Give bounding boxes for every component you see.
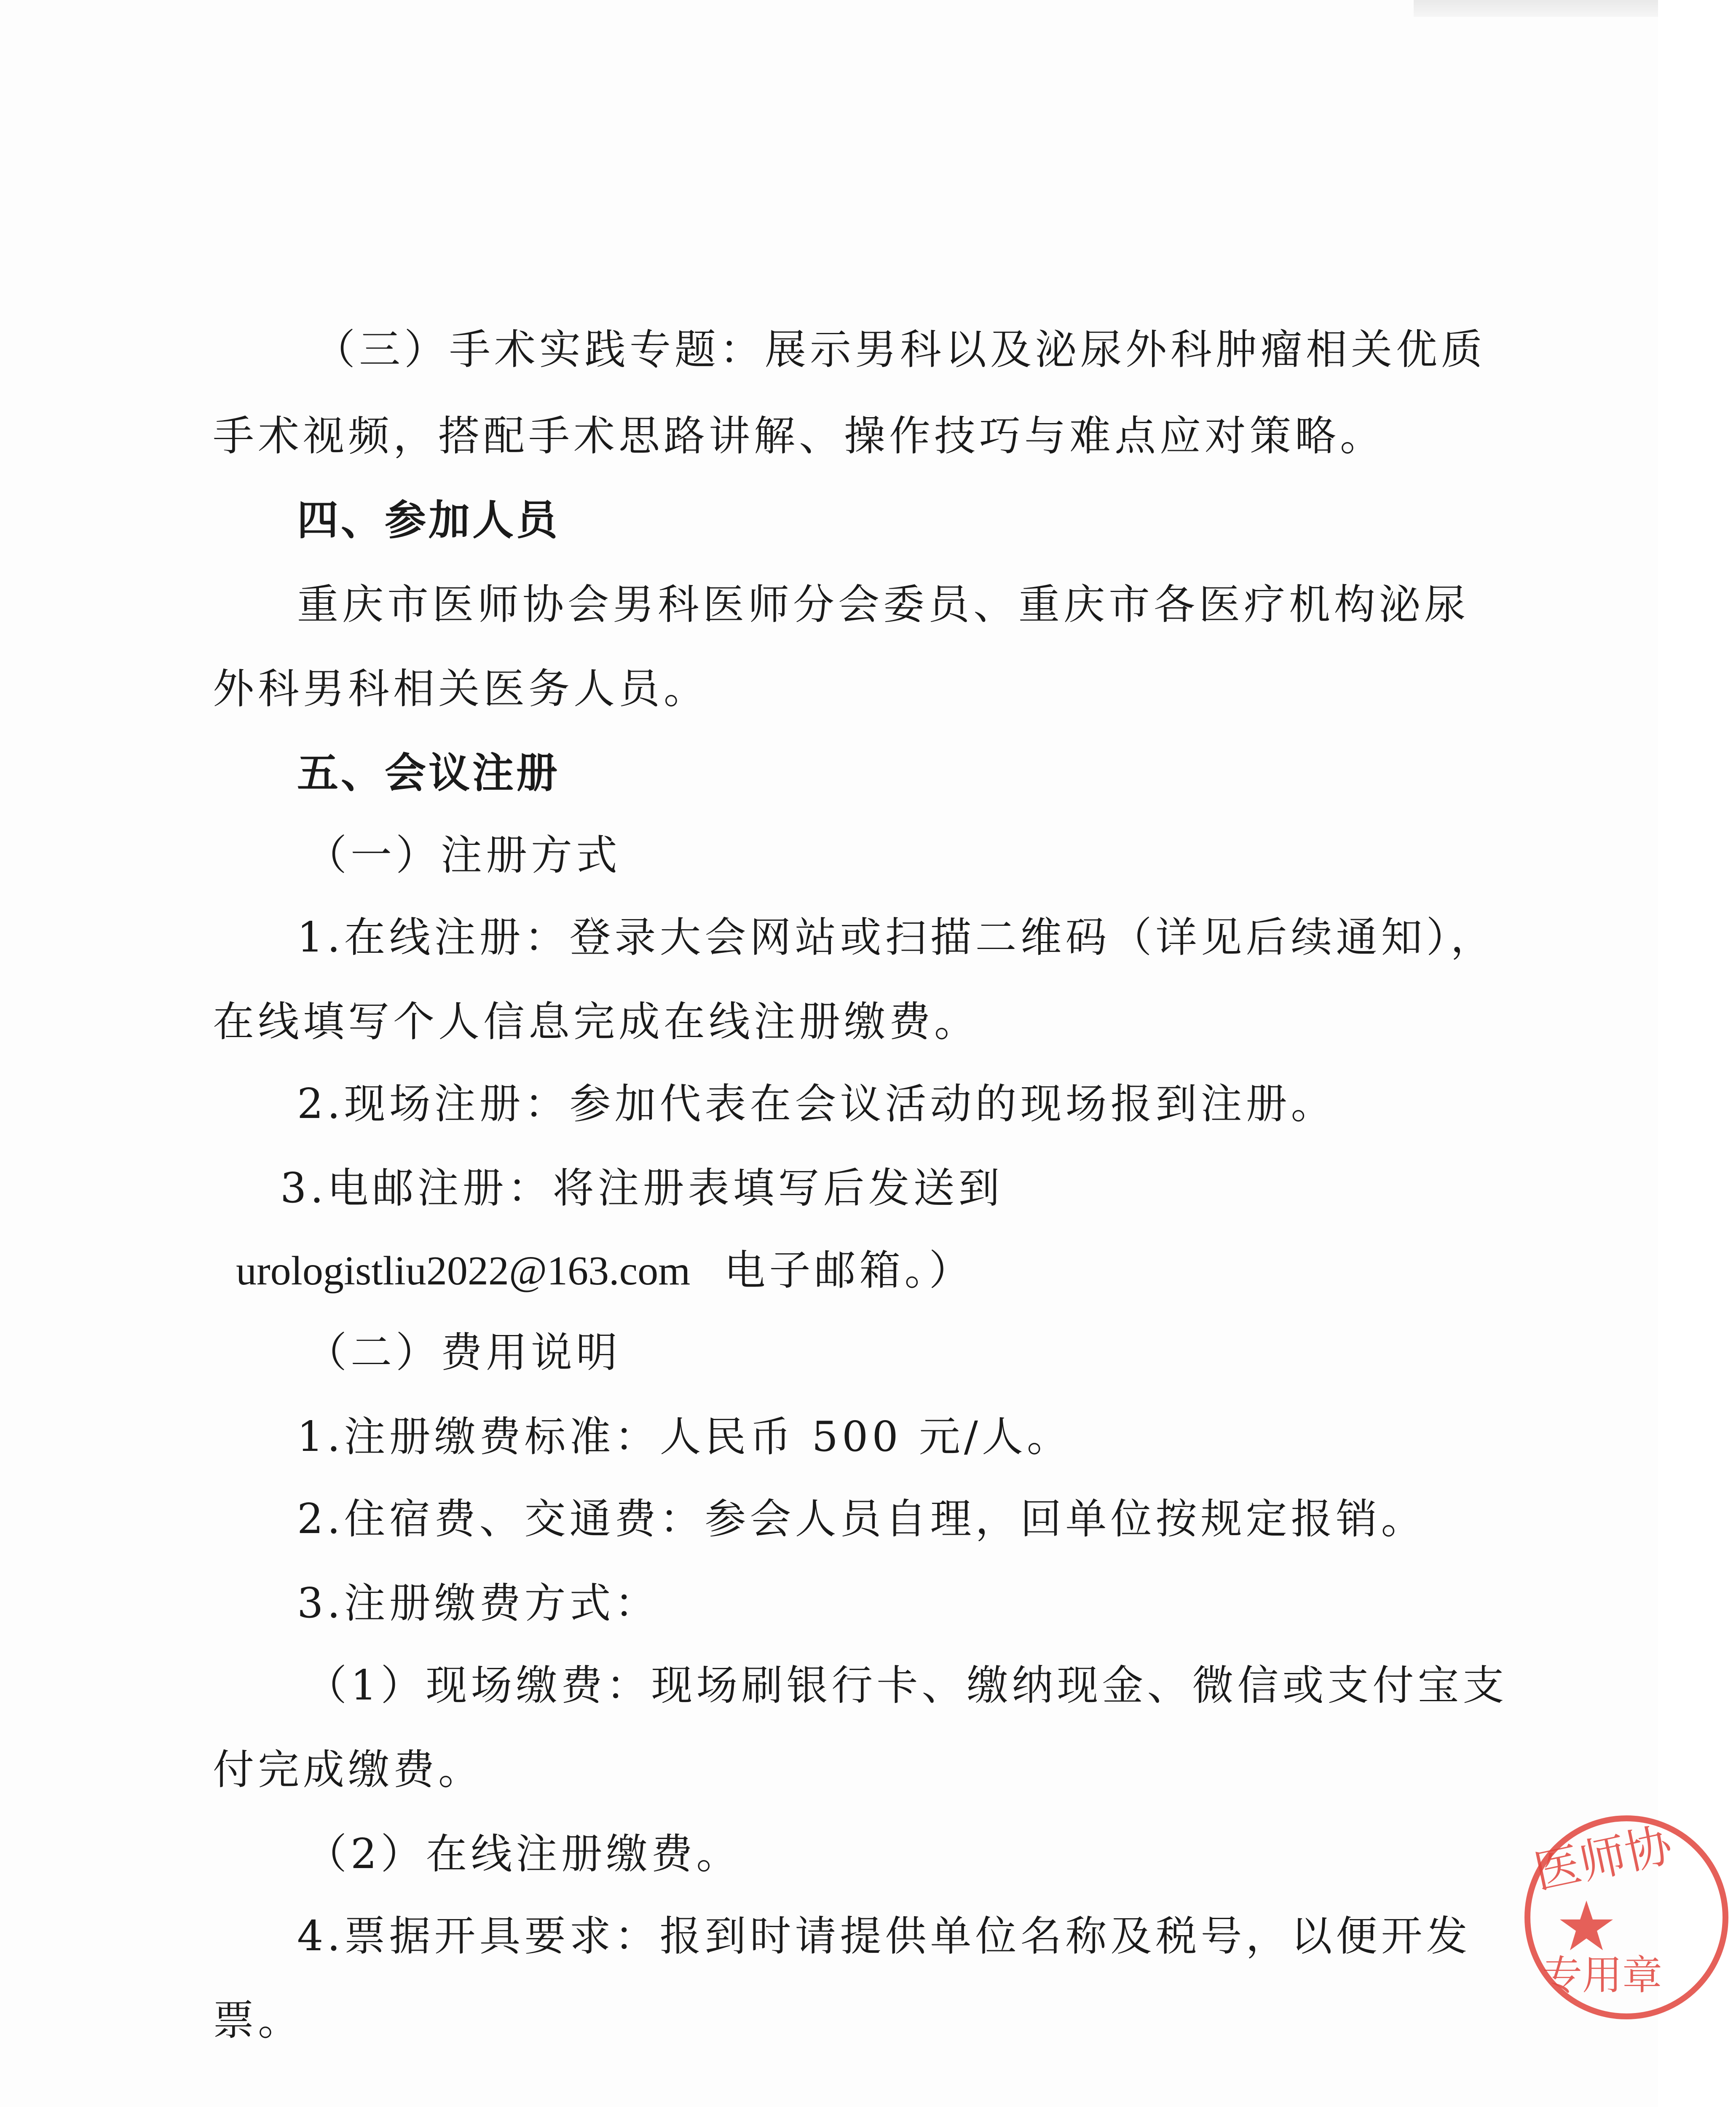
paragraph-participants-cont: 外科男科相关医务人员。: [213, 665, 709, 713]
paragraph-email-registration: 3.电邮注册：将注册表填写后发送到: [280, 1164, 1004, 1212]
subheading-fee-description: （二）费用说明: [305, 1329, 622, 1377]
paragraph-surgery-topic: （三）手术实践专题：展示男科以及泌尿外科肿瘤相关优质: [314, 326, 1487, 374]
paragraph-participants: 重庆市医师协会男科医师分会委员、重庆市各医疗机构泌尿: [297, 581, 1470, 629]
subheading-registration-methods: （一）注册方式: [305, 831, 622, 879]
section-heading-registration: 五、会议注册: [297, 749, 560, 797]
email-address: urologistliu2022@163.com: [236, 1248, 691, 1294]
paragraph-online-registration: 1.在线注册：登录大会网站或扫描二维码（详见后续通知），: [297, 914, 1496, 962]
stamp-text-bottom: 专用章: [1542, 1952, 1663, 1999]
section-heading-participants: 四、参加人员: [297, 496, 560, 544]
paragraph-invoice-cont: 票。: [213, 1997, 303, 2045]
paragraph-email-address-line: [236, 1243, 974, 1298]
paragraph-onsite-payment-cont: 付完成缴费。: [213, 1746, 484, 1794]
star-icon: [1560, 1901, 1613, 1950]
paragraph-onsite-payment: （1）现场缴费：现场刷银行卡、缴纳现金、微信或支付宝支: [305, 1662, 1508, 1710]
email-suffix: 电子邮箱。）: [724, 1247, 974, 1295]
paragraph-accommodation: 2.住宿费、交通费：参会人员自理，回单位按规定报销。: [297, 1495, 1426, 1543]
red-seal-stamp: [1517, 1808, 1736, 2027]
paragraph-fee-standard: 1.注册缴费标准：人民币 500 元/人。: [297, 1413, 1072, 1461]
paragraph-payment-methods: 3.注册缴费方式：: [297, 1579, 660, 1627]
paragraph-onsite-registration: 2.现场注册：参加代表在会议活动的现场报到注册。: [297, 1080, 1336, 1128]
scan-edge: [1414, 0, 1658, 17]
paragraph-surgery-topic-cont: 手术视频，搭配手术思路讲解、操作技巧与难点应对策略。: [213, 412, 1385, 460]
paragraph-online-payment: （2）在线注册缴费。: [305, 1830, 742, 1878]
paragraph-online-registration-cont: 在线填写个人信息完成在线注册缴费。: [213, 998, 980, 1046]
stamp-text-top: 医师协: [1529, 1817, 1677, 1900]
paragraph-invoice: 4.票据开具要求：报到时请提供单位名称及税号，以便开发: [297, 1912, 1471, 1960]
